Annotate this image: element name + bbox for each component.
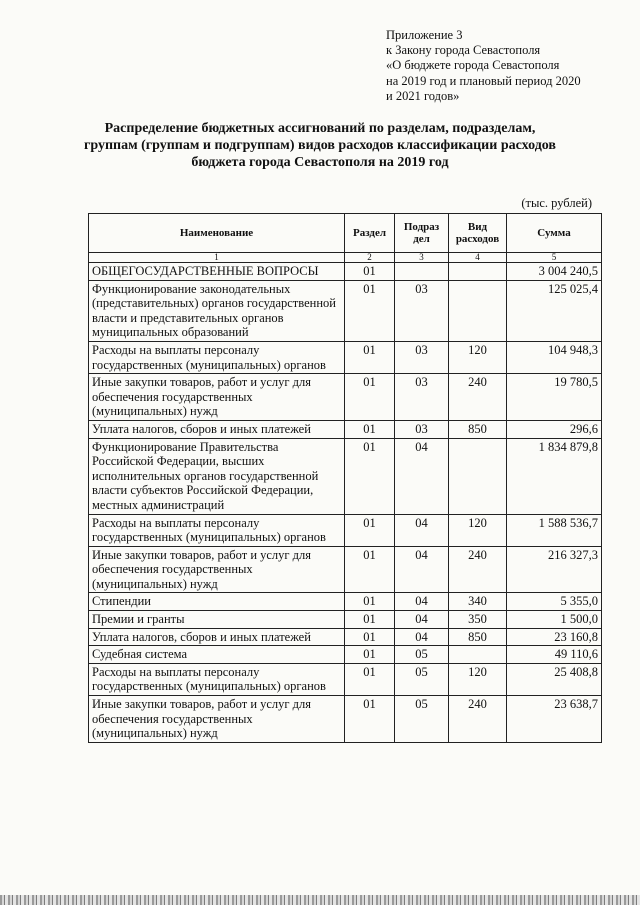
row-type-cell: 240 [449,696,507,743]
appendix-line: и 2021 годов» [386,88,460,103]
row-subsection-cell: 04 [395,514,449,546]
table-row [89,593,602,611]
row-name-cell: Премии и гранты [89,611,345,629]
row-subsection-cell: 03 [395,341,449,373]
header-name: Наименование [89,214,345,253]
row-type-cell [449,646,507,664]
row-section-cell: 01 [345,663,395,695]
appendix-line: Приложение 3 [386,28,463,42]
row-name-cell: Расходы на выплаты персоналу государственных (муниципальных) органов [89,663,345,695]
row-subsection-cell: 04 [395,628,449,646]
row-sum-cell: 296,6 [507,420,602,438]
row-sum-cell: 104 948,3 [507,341,602,373]
row-name-cell: Функционирование законодательных (представительных) органов государственной власти и представительных органов муниципальных образований [89,280,345,341]
table-row [89,646,602,664]
row-name-cell: Уплата налогов, сборов и иных платежей [89,628,345,646]
row-name-cell: Расходы на выплаты персоналу государственных (муниципальных) органов [89,341,345,373]
row-sum-cell: 216 327,3 [507,546,602,593]
appendix-line: к Закону города Севастополя [386,43,541,58]
header-sum: Сумма [507,214,602,253]
title-line: группам (группам и подгруппам) видов расходов классификации расходов [83,138,556,153]
row-type-cell [449,438,507,514]
row-type-cell: 350 [449,611,507,629]
row-name-cell: Иные закупки товаров, работ и услуг для обеспечения государственных (муниципальных) нужд [89,374,345,421]
appendix-block [386,28,581,104]
appendix-line: на 2019 год и плановый период 2020 [386,73,581,88]
row-sum-cell: 1 500,0 [507,611,602,629]
table-row [89,263,602,281]
row-subsection-cell: 03 [395,374,449,421]
row-sum-cell: 3 004 240,5 [507,263,602,281]
row-name-cell: Судебная система [89,646,345,664]
row-name-cell: Функционирование Правительства Российской Федерации, высших исполнительных органов государственной власти субъектов Российской Федерации, местных администраций [89,438,345,514]
header-row [89,214,602,253]
row-section-cell: 01 [345,593,395,611]
table-row [89,420,602,438]
column-number: 3 [395,253,449,263]
row-sum-cell: 1 834 879,8 [507,438,602,514]
column-number-row [89,253,602,263]
row-name-cell: Расходы на выплаты персоналу государственных (муниципальных) органов [89,514,345,546]
column-number: 4 [449,253,507,263]
row-subsection-cell: 05 [395,646,449,664]
row-section-cell: 01 [345,374,395,421]
appendix-line: «О бюджете города Севастополя [386,58,560,73]
row-type-cell: 240 [449,374,507,421]
header-subsection: Подраз дел [395,214,449,253]
row-subsection-cell: 04 [395,611,449,629]
row-name-cell: ОБЩЕГОСУДАРСТВЕННЫЕ ВОПРОСЫ [89,263,345,281]
row-type-cell: 120 [449,341,507,373]
units-label: (тыс. рублей) [521,196,592,210]
table-row [89,546,602,593]
table-row [89,611,602,629]
table-row [89,514,602,546]
row-section-cell: 01 [345,514,395,546]
row-sum-cell: 5 355,0 [507,593,602,611]
row-subsection-cell: 05 [395,696,449,743]
row-section-cell: 01 [345,628,395,646]
document-title [60,120,580,171]
row-subsection-cell: 04 [395,438,449,514]
row-name-cell: Иные закупки товаров, работ и услуг для обеспечения государственных (муниципальных) нужд [89,696,345,743]
header-type: Вид расходов [449,214,507,253]
row-subsection-cell [395,263,449,281]
table-row [89,280,602,341]
row-section-cell: 01 [345,341,395,373]
row-sum-cell: 23 638,7 [507,696,602,743]
row-sum-cell: 125 025,4 [507,280,602,341]
row-subsection-cell: 04 [395,593,449,611]
row-name-cell: Уплата налогов, сборов и иных платежей [89,420,345,438]
title-line: бюджета города Севастополя на 2019 год [191,155,449,170]
title-line: Распределение бюджетных ассигнований по разделам, подразделам, [104,121,536,136]
header-section: Раздел [345,214,395,253]
row-type-cell: 120 [449,514,507,546]
row-type-cell [449,280,507,341]
table-row [89,438,602,514]
row-section-cell: 01 [345,646,395,664]
row-name-cell: Стипендии [89,593,345,611]
row-name-cell: Иные закупки товаров, работ и услуг для обеспечения государственных (муниципальных) нужд [89,546,345,593]
row-section-cell: 01 [345,420,395,438]
row-type-cell: 240 [449,546,507,593]
row-type-cell: 850 [449,420,507,438]
table-row [89,374,602,421]
column-number: 1 [89,253,345,263]
row-sum-cell: 19 780,5 [507,374,602,421]
row-section-cell: 01 [345,280,395,341]
row-type-cell: 340 [449,593,507,611]
column-number: 5 [507,253,602,263]
row-section-cell: 01 [345,611,395,629]
row-sum-cell: 1 588 536,7 [507,514,602,546]
row-section-cell: 01 [345,546,395,593]
scan-edge [0,895,640,905]
table-row [89,341,602,373]
column-number: 2 [345,253,395,263]
row-sum-cell: 23 160,8 [507,628,602,646]
row-section-cell: 01 [345,438,395,514]
row-type-cell [449,263,507,281]
row-subsection-cell: 04 [395,546,449,593]
row-subsection-cell: 05 [395,663,449,695]
row-sum-cell: 25 408,8 [507,663,602,695]
row-section-cell: 01 [345,263,395,281]
row-type-cell: 120 [449,663,507,695]
table-row [89,663,602,695]
row-subsection-cell: 03 [395,280,449,341]
budget-table [88,213,602,743]
row-sum-cell: 49 110,6 [507,646,602,664]
row-section-cell: 01 [345,696,395,743]
table-row [89,628,602,646]
table-row [89,696,602,743]
row-subsection-cell: 03 [395,420,449,438]
row-type-cell: 850 [449,628,507,646]
